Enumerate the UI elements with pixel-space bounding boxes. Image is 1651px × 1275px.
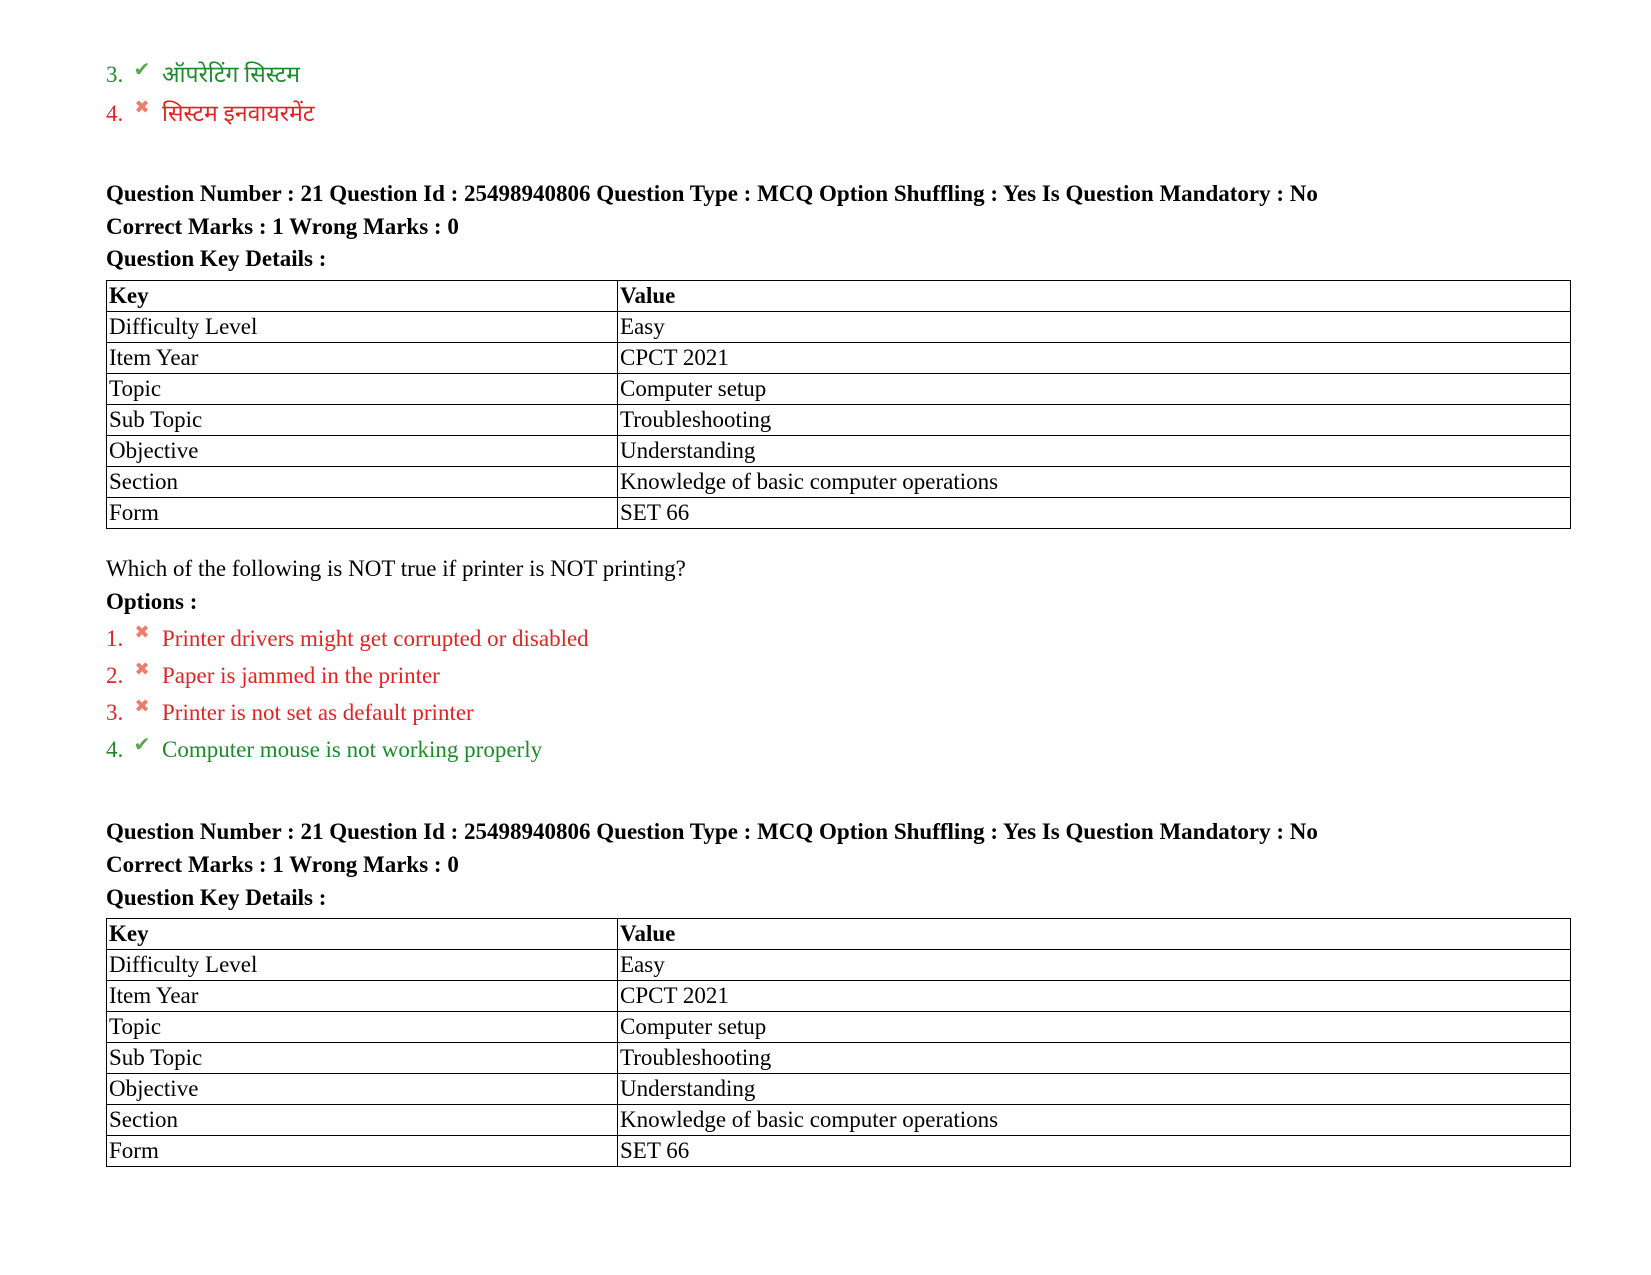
- table-row: [107, 1043, 1571, 1074]
- key-details-table: [106, 280, 1571, 529]
- option-3: [106, 698, 474, 728]
- option-2: [106, 661, 440, 691]
- option-number: 2.: [106, 663, 124, 688]
- table-row: [107, 467, 1571, 498]
- option-text: सिस्टम इनवायरमेंट: [162, 101, 315, 126]
- table-row: [107, 374, 1571, 405]
- cross-icon: ✖: [134, 696, 150, 717]
- question-text: Which of the following is NOT true if printer is NOT printing?: [106, 556, 686, 581]
- key-cell: Form: [107, 498, 618, 529]
- table-row: [107, 1136, 1571, 1167]
- key-cell: Form: [107, 1136, 618, 1167]
- key-cell: Objective: [107, 436, 618, 467]
- option-number: 1.: [106, 626, 124, 651]
- key-cell: Item Year: [107, 343, 618, 374]
- key-details-label: Question Key Details :: [106, 885, 327, 910]
- value-cell: Understanding: [618, 436, 1571, 467]
- key-cell: Section: [107, 1105, 618, 1136]
- question-header: Question Number : 21 Question Id : 25498940806 Question Type : MCQ Option Shuffling : Yes Is Question Mandatory : No: [106, 819, 1318, 844]
- option-number: 4.: [106, 737, 124, 762]
- option-text: ऑपरेटिंग सिस्टम: [162, 62, 301, 87]
- table-row: [107, 1012, 1571, 1043]
- option-4: [106, 732, 543, 765]
- value-cell: SET 66: [618, 498, 1571, 529]
- header-key: Key: [107, 919, 618, 950]
- value-cell: Computer setup: [618, 1012, 1571, 1043]
- key-cell: Difficulty Level: [107, 950, 618, 981]
- marks-line: Correct Marks : 1 Wrong Marks : 0: [106, 214, 459, 239]
- value-cell: Knowledge of basic computer operations: [618, 1105, 1571, 1136]
- key-cell: Topic: [107, 1012, 618, 1043]
- option-text: Printer is not set as default printer: [162, 700, 474, 725]
- option-text: Printer drivers might get corrupted or disabled: [162, 626, 589, 651]
- table-header-row: [107, 919, 1571, 950]
- value-cell: Knowledge of basic computer operations: [618, 467, 1571, 498]
- header-value: Value: [618, 919, 1571, 950]
- table-row: [107, 1074, 1571, 1105]
- value-cell: Troubleshooting: [618, 405, 1571, 436]
- prev-option-4: [106, 99, 314, 129]
- check-icon: ✔: [133, 57, 151, 81]
- table-row: [107, 1105, 1571, 1136]
- option-number: 3.: [106, 62, 124, 87]
- option-number: 4.: [106, 101, 124, 126]
- key-cell: Difficulty Level: [107, 312, 618, 343]
- key-cell: Topic: [107, 374, 618, 405]
- key-cell: Sub Topic: [107, 405, 618, 436]
- options-label: Options :: [106, 589, 198, 614]
- marks-line: Correct Marks : 1 Wrong Marks : 0: [106, 852, 459, 877]
- check-icon: ✔: [133, 732, 151, 756]
- table-row: [107, 981, 1571, 1012]
- value-cell: Understanding: [618, 1074, 1571, 1105]
- option-text: Paper is jammed in the printer: [162, 663, 440, 688]
- value-cell: CPCT 2021: [618, 981, 1571, 1012]
- table-row: [107, 498, 1571, 529]
- question-header: Question Number : 21 Question Id : 25498940806 Question Type : MCQ Option Shuffling : Yes Is Question Mandatory : No: [106, 181, 1318, 206]
- header-value: Value: [618, 281, 1571, 312]
- cross-icon: ✖: [134, 622, 150, 643]
- value-cell: Troubleshooting: [618, 1043, 1571, 1074]
- key-details-label: Question Key Details :: [106, 246, 327, 271]
- key-cell: Section: [107, 467, 618, 498]
- option-1: [106, 624, 589, 654]
- key-cell: Sub Topic: [107, 1043, 618, 1074]
- key-details-table: [106, 918, 1571, 1167]
- value-cell: Easy: [618, 950, 1571, 981]
- option-text: Computer mouse is not working properly: [162, 737, 543, 762]
- key-cell: Objective: [107, 1074, 618, 1105]
- key-cell: Item Year: [107, 981, 618, 1012]
- cross-icon: ✖: [134, 97, 150, 118]
- prev-option-3: [106, 57, 301, 90]
- table-header-row: [107, 281, 1571, 312]
- header-key: Key: [107, 281, 618, 312]
- cross-icon: ✖: [134, 659, 150, 680]
- value-cell: Computer setup: [618, 374, 1571, 405]
- value-cell: SET 66: [618, 1136, 1571, 1167]
- value-cell: CPCT 2021: [618, 343, 1571, 374]
- table-row: [107, 343, 1571, 374]
- option-number: 3.: [106, 700, 124, 725]
- table-row: [107, 436, 1571, 467]
- value-cell: Easy: [618, 312, 1571, 343]
- table-row: [107, 950, 1571, 981]
- table-row: [107, 312, 1571, 343]
- table-row: [107, 405, 1571, 436]
